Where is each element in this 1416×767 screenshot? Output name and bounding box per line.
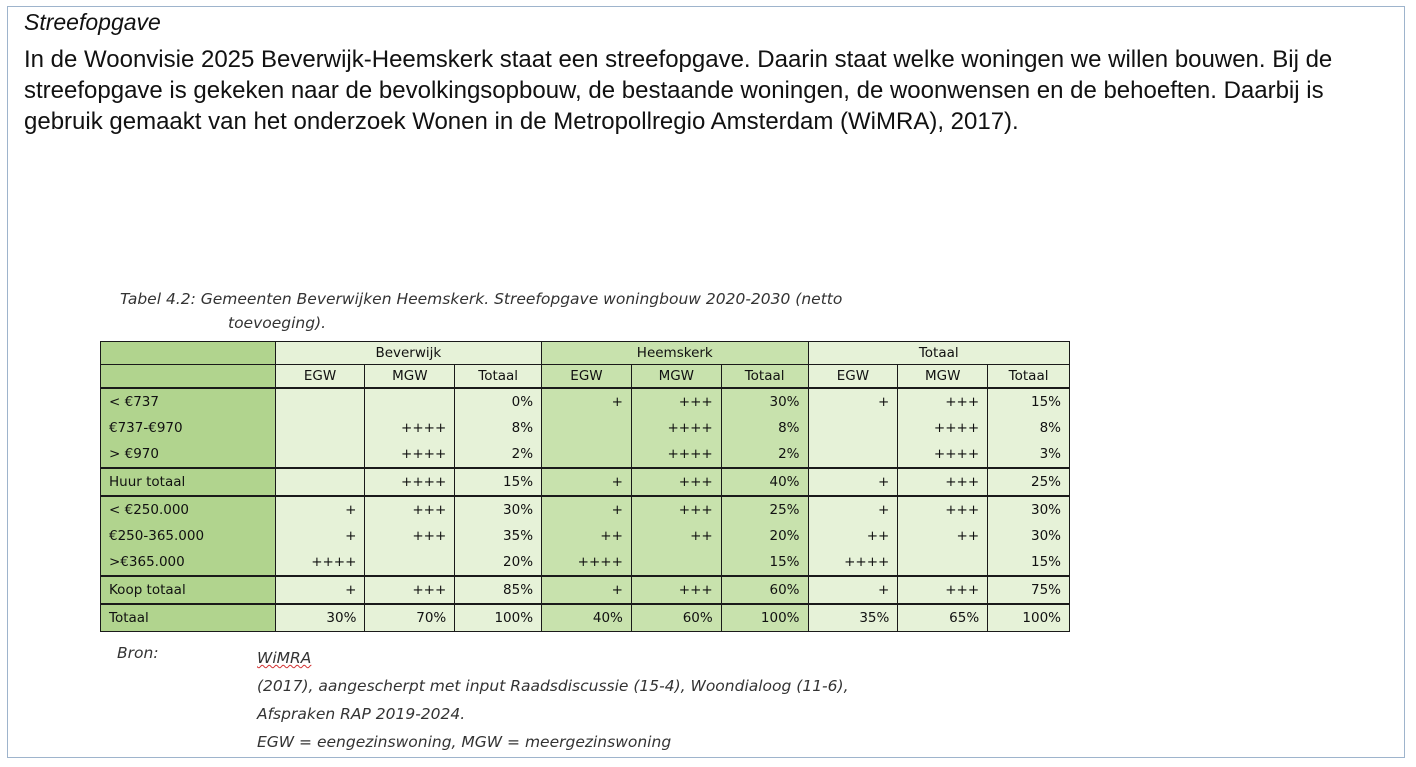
value-cell: [365, 388, 455, 468]
row-label: €737-€970: [109, 419, 183, 436]
cell-value: 65%: [949, 609, 980, 626]
value-cell: [988, 576, 1070, 604]
column-header: Totaal: [988, 365, 1070, 388]
section-heading: Streefopgave: [24, 9, 161, 35]
value-cell: [275, 496, 365, 576]
row-label: < €737: [109, 393, 159, 410]
cell-value: ++++: [933, 445, 980, 462]
cell-value: [640, 549, 713, 575]
value-cell: [275, 576, 365, 604]
cell-value: ++: [956, 527, 980, 544]
value-cell: [455, 468, 542, 496]
cell-value: [284, 469, 357, 495]
subheader-row: [101, 365, 1070, 388]
group-header: Heemskerk: [542, 342, 808, 365]
row-label-cell: [101, 576, 276, 604]
table-caption-line1: Tabel 4.2: Gemeenten Beverwijken Heemskerk. Streefopgave woningbouw 2020-2030 (netto: [120, 290, 843, 308]
group-header: Totaal: [808, 342, 1069, 365]
cell-value: 8%: [778, 419, 800, 436]
value-cell: [365, 496, 455, 576]
group-header: Beverwijk: [275, 342, 541, 365]
cell-value: 20%: [503, 553, 534, 570]
column-header: MGW: [898, 365, 988, 388]
value-cell: [631, 576, 721, 604]
value-cell: [275, 604, 365, 632]
source-line2: Afspraken RAP 2019-2024.: [257, 705, 466, 723]
cell-value: ++++: [401, 473, 447, 490]
value-cell: [988, 388, 1070, 468]
value-cell: [631, 496, 721, 576]
cell-value: 60%: [682, 609, 713, 626]
row-label-cell: [101, 468, 276, 496]
cell-value: 2%: [511, 445, 534, 462]
row-label: Koop totaal: [109, 581, 186, 598]
cell-value: 30%: [1030, 501, 1061, 518]
cell-value: [284, 389, 357, 415]
cell-value: 20%: [769, 527, 800, 544]
cell-value: 30%: [1030, 527, 1061, 544]
row-label-cell: [101, 604, 276, 632]
value-cell: [455, 576, 542, 604]
value-cell: [365, 576, 455, 604]
value-cell: [542, 388, 632, 468]
value-cell: [988, 604, 1070, 632]
value-cell: [898, 468, 988, 496]
cell-value: [550, 415, 623, 441]
cell-value: 0%: [511, 393, 534, 410]
value-cell: [455, 496, 542, 576]
table-row: [101, 604, 1070, 632]
value-cell: [455, 388, 542, 468]
cell-value: 40%: [592, 609, 623, 626]
intro-paragraph: In de Woonvisie 2025 Beverwijk-Heemskerk staat een streefopgave. Daarin staat welke woningen we willen bouwen. Bij de streefopgave is gekeken naar de bevolkingsopbouw, de bestaande woningen, de woonwensen en de behoeften. Daarbij is gebruik gemaakt van het onderzoek Wonen in de Metropollregio Amsterdam (WiMRA), 2017).: [24, 46, 1333, 135]
cell-value: ++: [866, 527, 890, 544]
value-cell: [631, 604, 721, 632]
value-cell: [631, 468, 721, 496]
cell-value: 35%: [859, 609, 890, 626]
value-cell: [808, 604, 898, 632]
cell-value: 30%: [326, 609, 357, 626]
value-cell: [808, 496, 898, 576]
value-cell: [721, 388, 808, 468]
row-label-cell: [101, 496, 276, 576]
value-cell: [542, 604, 632, 632]
cell-value: +++: [678, 473, 713, 490]
cell-value: ++++: [667, 445, 713, 462]
cell-value: 15%: [1030, 553, 1061, 570]
cell-value: [550, 441, 623, 467]
source-line3: EGW = eengezinswoning, MGW = meergezinswoning: [257, 733, 672, 751]
cell-value: 8%: [1039, 419, 1061, 436]
value-cell: [721, 576, 808, 604]
cell-value: +++: [412, 581, 447, 598]
cell-value: 100%: [494, 609, 534, 626]
cell-value: 30%: [769, 393, 800, 410]
cell-value: +: [611, 581, 623, 598]
value-cell: [808, 576, 898, 604]
value-cell: [898, 388, 988, 468]
cell-value: +: [878, 473, 890, 490]
row-label: Totaal: [109, 609, 149, 626]
cell-value: [817, 415, 890, 441]
cell-value: 40%: [769, 473, 800, 490]
source-label: Bron:: [117, 644, 159, 662]
cell-value: 8%: [511, 419, 534, 436]
cell-value: 100%: [760, 609, 800, 626]
cell-value: 35%: [503, 527, 534, 544]
table-band: [101, 388, 1070, 468]
cell-value: +++: [412, 501, 447, 518]
cell-value: +: [345, 501, 357, 518]
column-header: Totaal: [455, 365, 542, 388]
cell-value: 60%: [769, 581, 800, 598]
cell-value: +++: [678, 581, 713, 598]
cell-value: ++++: [401, 419, 447, 436]
value-cell: [721, 604, 808, 632]
cell-value: +++: [678, 501, 713, 518]
value-cell: [275, 468, 365, 496]
cell-value: 30%: [503, 501, 534, 518]
value-cell: [898, 604, 988, 632]
cell-value: +: [878, 581, 890, 598]
source-line1: [257, 644, 1157, 700]
cell-value: [906, 549, 979, 575]
cell-value: ++++: [844, 553, 890, 570]
streefopgave-table: [100, 341, 1070, 632]
value-cell: [365, 604, 455, 632]
cell-value: 15%: [503, 473, 534, 490]
source-line1-rest: (2017), aangescherpt met input Raadsdiscussie (15-4), Woondialoog (11-6),: [257, 677, 849, 695]
cell-value: [373, 389, 446, 415]
cell-value: 70%: [416, 609, 447, 626]
value-cell: [721, 496, 808, 576]
cell-value: 25%: [769, 501, 800, 518]
cell-value: [373, 549, 446, 575]
cell-value: 75%: [1030, 581, 1061, 598]
table-row: [101, 468, 1070, 496]
value-cell: [898, 576, 988, 604]
cell-value: +: [878, 393, 890, 410]
cell-value: 3%: [1039, 445, 1061, 462]
cell-value: [817, 441, 890, 467]
cell-value: 85%: [503, 581, 534, 598]
table-band: [101, 496, 1070, 576]
table-caption-line2: toevoeging).: [228, 314, 327, 332]
value-cell: [631, 388, 721, 468]
table-row: [101, 576, 1070, 604]
value-cell: [988, 496, 1070, 576]
cell-value: [284, 415, 357, 441]
value-cell: [542, 496, 632, 576]
row-label: Huur totaal: [109, 473, 186, 490]
column-header: Totaal: [721, 365, 808, 388]
cell-value: +++: [945, 473, 980, 490]
row-label: < €250.000: [109, 501, 190, 518]
table-caption: [120, 287, 1080, 335]
cell-value: +++: [945, 393, 980, 410]
column-header: MGW: [631, 365, 721, 388]
value-cell: [808, 468, 898, 496]
row-label: €250-365.000: [109, 527, 205, 544]
source-wimra: WiMRA: [257, 649, 312, 667]
cell-value: 100%: [1022, 609, 1061, 626]
cell-value: +: [345, 527, 357, 544]
cell-value: ++++: [577, 553, 623, 570]
column-header: EGW: [275, 365, 365, 388]
cell-value: +++: [412, 527, 447, 544]
cell-value: +++: [678, 393, 713, 410]
cell-value: [284, 441, 357, 467]
cell-value: ++: [690, 527, 713, 544]
cell-value: +++: [945, 501, 980, 518]
cell-value: 15%: [1030, 393, 1061, 410]
corner-cell: [101, 365, 276, 388]
column-header: EGW: [542, 365, 632, 388]
cell-value: +: [611, 473, 623, 490]
row-label: >€365.000: [109, 553, 185, 570]
column-header: MGW: [365, 365, 455, 388]
cell-value: +: [345, 581, 357, 598]
cell-value: 25%: [1030, 473, 1061, 490]
cell-value: +: [611, 501, 623, 518]
column-header: EGW: [808, 365, 898, 388]
cell-value: ++++: [667, 419, 713, 436]
value-cell: [721, 468, 808, 496]
cell-value: +: [878, 501, 890, 518]
corner-cell: [101, 342, 276, 365]
cell-value: +++: [945, 581, 980, 598]
cell-value: 15%: [769, 553, 800, 570]
value-cell: [455, 604, 542, 632]
value-cell: [988, 468, 1070, 496]
value-cell: [898, 496, 988, 576]
cell-value: +: [611, 393, 623, 410]
value-cell: [365, 468, 455, 496]
cell-value: ++++: [933, 419, 980, 436]
cell-value: ++: [600, 527, 623, 544]
value-cell: [808, 388, 898, 468]
row-label: > €970: [109, 445, 159, 462]
cell-value: ++++: [311, 553, 357, 570]
row-label-cell: [101, 388, 276, 468]
value-cell: [542, 468, 632, 496]
cell-value: ++++: [401, 445, 447, 462]
group-header-row: [101, 342, 1070, 365]
value-cell: [542, 576, 632, 604]
value-cell: [275, 388, 365, 468]
cell-value: 2%: [778, 445, 800, 462]
